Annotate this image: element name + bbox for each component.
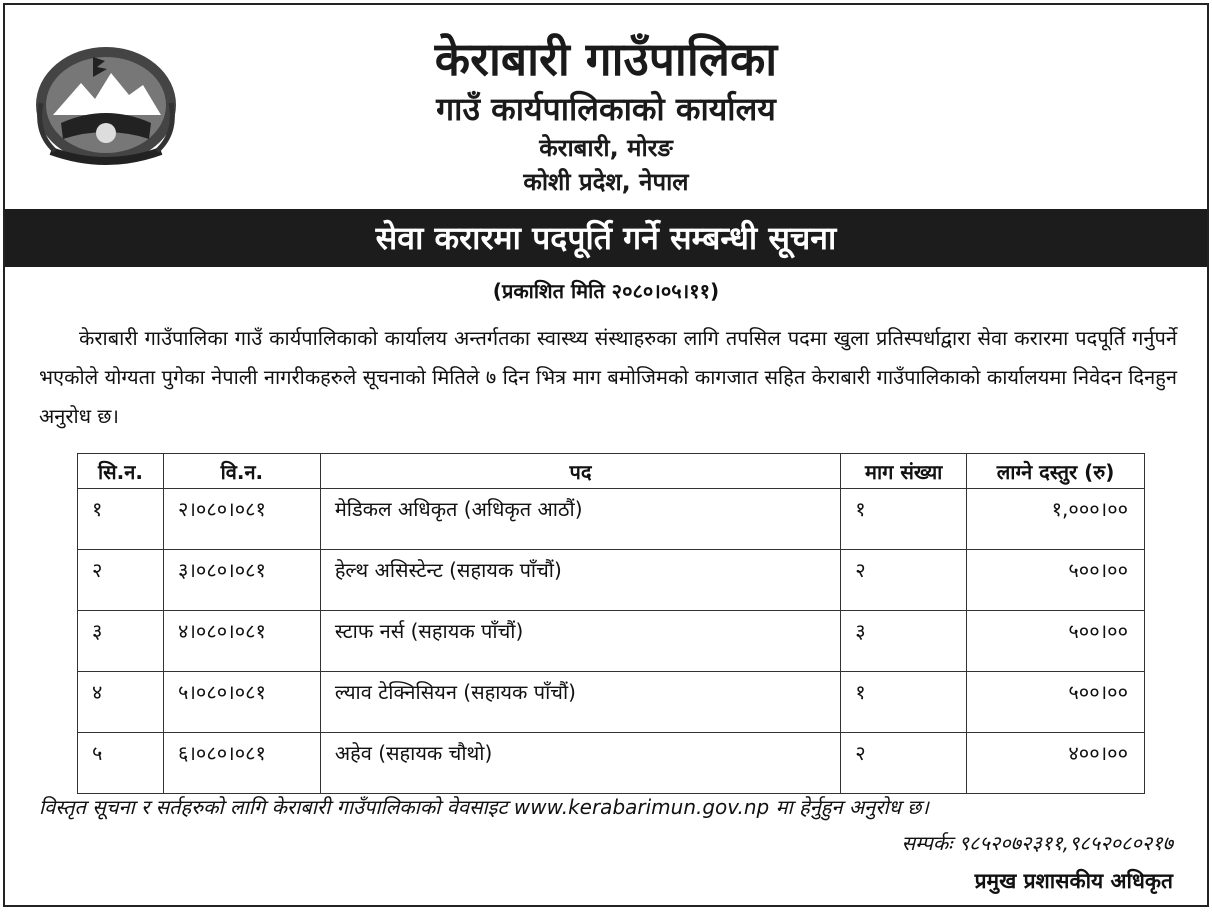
office-subtitle: गाउँ कार्यपालिकाको कार्यालय bbox=[436, 90, 776, 128]
table-header-row bbox=[78, 454, 1145, 489]
cell-position: ल्याव टेक्निसियन (सहायक पाँचौं) bbox=[320, 672, 840, 733]
cell-fee: १,०००।०० bbox=[967, 489, 1145, 550]
col-serial: सि.न. bbox=[78, 454, 164, 489]
intro-paragraph: केराबारी गाउँपालिका गाउँ कार्यपालिकाको कार्यालय अन्तर्गतका स्वास्थ्य संस्थाहरुका लागि तपसिल पदमा खुला प्रतिस्पर्धाद्वारा सेवा करारमा पदपूर्ति गर्नुपर्ने भएकोले योग्यता पुगेका नेपाली नागरीकहरुले सूचनाको मितिले ७ दिन भित्र माग बमोजिमको कागजात सहित केराबारी गाउँपालिकाको कार्यालयमा निवेदन दिनहुन अनुरोध छ। bbox=[39, 326, 1177, 428]
office-title: केराबारी गाउँपालिका bbox=[434, 32, 778, 86]
table-row bbox=[78, 611, 1145, 672]
footer-info bbox=[39, 793, 929, 820]
table-row bbox=[78, 550, 1145, 611]
cell-serial: १ bbox=[78, 489, 164, 550]
footer-info-suffix: मा हेर्नुहुन अनुरोध छ। bbox=[769, 795, 929, 819]
cell-fee: ५००।०० bbox=[967, 550, 1145, 611]
col-quantity: माग संख्या bbox=[841, 454, 967, 489]
publication-date: (प्रकाशित मिति २०८०।०५।११) bbox=[492, 279, 720, 303]
header bbox=[5, 5, 1207, 205]
cell-quantity: १ bbox=[841, 489, 967, 550]
cell-fee: ५००।०० bbox=[967, 672, 1145, 733]
vacancy-table bbox=[77, 453, 1145, 794]
office-location: केराबारी, मोरङ bbox=[539, 134, 673, 162]
cell-quantity: २ bbox=[841, 550, 967, 611]
cell-position: हेल्थ असिस्टेन्ट (सहायक पाँचौं) bbox=[320, 550, 840, 611]
cell-quantity: २ bbox=[841, 733, 967, 794]
cell-fee: ४००।०० bbox=[967, 733, 1145, 794]
cell-ad-number: ३।०८०।०८१ bbox=[163, 550, 320, 611]
cell-serial: ५ bbox=[78, 733, 164, 794]
contact-numbers: सम्पर्कः ९८५२०७२३११,९८५२०८०२१७ bbox=[901, 831, 1173, 855]
table-row bbox=[78, 489, 1145, 550]
col-fee: लाग्ने दस्तुर (रु) bbox=[967, 454, 1145, 489]
cell-fee: ५००।०० bbox=[967, 611, 1145, 672]
footer-info-prefix: विस्तृत सूचना र सर्तहरुको लागि केराबारी गाउँपालिकाको वेवसाइट bbox=[39, 795, 514, 819]
cell-position: मेडिकल अधिकृत (अधिकृत आठौं) bbox=[320, 489, 840, 550]
col-ad-number: वि.न. bbox=[163, 454, 320, 489]
office-province: कोशी प्रदेश, नेपाल bbox=[523, 168, 689, 196]
table-row bbox=[78, 733, 1145, 794]
cell-position: स्टाफ नर्स (सहायक पाँचौं) bbox=[320, 611, 840, 672]
cell-quantity: १ bbox=[841, 672, 967, 733]
cell-ad-number: ६।०८०।०८१ bbox=[163, 733, 320, 794]
cell-serial: ३ bbox=[78, 611, 164, 672]
cell-serial: ४ bbox=[78, 672, 164, 733]
table-row bbox=[78, 672, 1145, 733]
cell-ad-number: २।०८०।०८१ bbox=[163, 489, 320, 550]
signatory-title: प्रमुख प्रशासकीय अधिकृत bbox=[974, 869, 1173, 893]
cell-ad-number: ४।०८०।०८१ bbox=[163, 611, 320, 672]
notice-banner: सेवा करारमा पदपूर्ति गर्ने सम्बन्धी सूचना bbox=[5, 209, 1207, 267]
cell-ad-number: ५।०८०।०८१ bbox=[163, 672, 320, 733]
cell-quantity: ३ bbox=[841, 611, 967, 672]
website-link[interactable]: www.kerabarimun.gov.np bbox=[513, 795, 770, 819]
col-position: पद bbox=[320, 454, 840, 489]
notice-page bbox=[3, 3, 1209, 907]
cell-position: अहेव (सहायक चौथो) bbox=[320, 733, 840, 794]
cell-serial: २ bbox=[78, 550, 164, 611]
